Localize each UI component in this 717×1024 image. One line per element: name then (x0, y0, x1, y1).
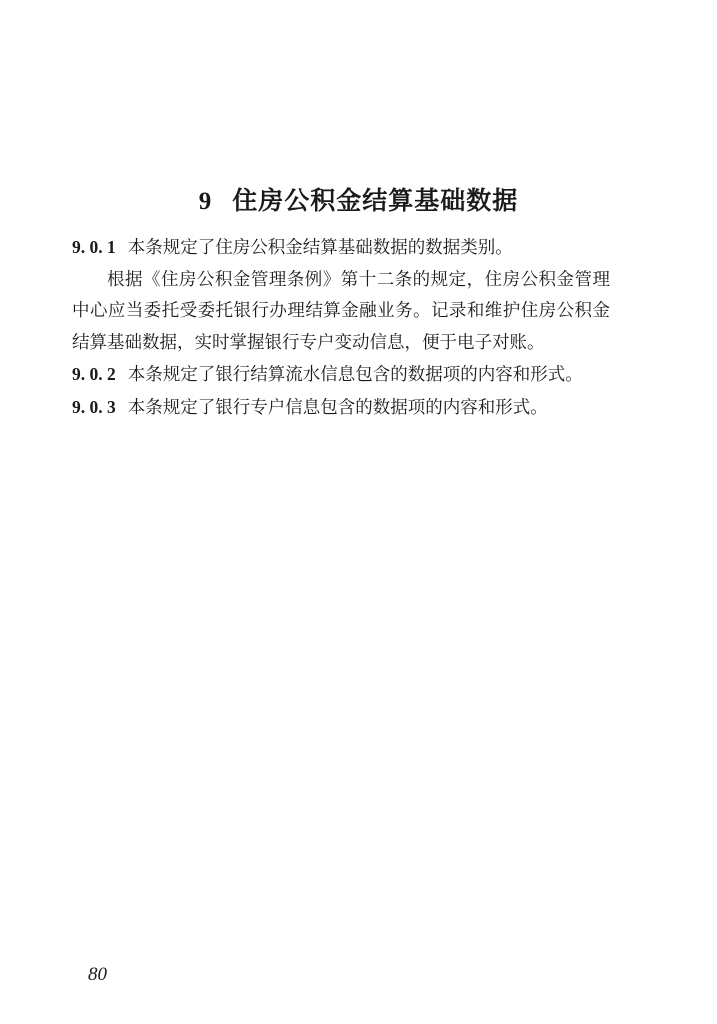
clause-number: 9. 0. 3 (72, 396, 116, 417)
clause-text: 本条规定了银行专户信息包含的数据项的内容和形式。 (127, 397, 548, 418)
clause-9-0-1-explanation: 根据《住房公积金管理条例》第十二条的规定，住房公积金管理中心应当委托受委托银行办理结算金融业务。记录和维护住房公积金结算基础数据，实时掌握银行专户变动信息，便于电子对账。 (72, 269, 610, 353)
page-number: 80 (88, 964, 107, 985)
clause-9-0-2 (72, 359, 610, 392)
chapter-number: 9 (198, 187, 213, 215)
chapter-title-text: 住房公积金结算基础数据 (232, 185, 519, 215)
chapter-title (0, 183, 717, 220)
clause-number: 9. 0. 1 (72, 237, 116, 257)
clause-text: 本条规定了住房公积金结算基础数据的数据类别。 (127, 238, 513, 258)
chapter-body (72, 232, 610, 424)
clause-9-0-3 (72, 392, 610, 425)
clause-9-0-1 (72, 232, 610, 265)
clause-text: 本条规定了银行结算流水信息包含的数据项的内容和形式。 (127, 365, 583, 385)
clause-number: 9. 0. 2 (72, 364, 116, 384)
